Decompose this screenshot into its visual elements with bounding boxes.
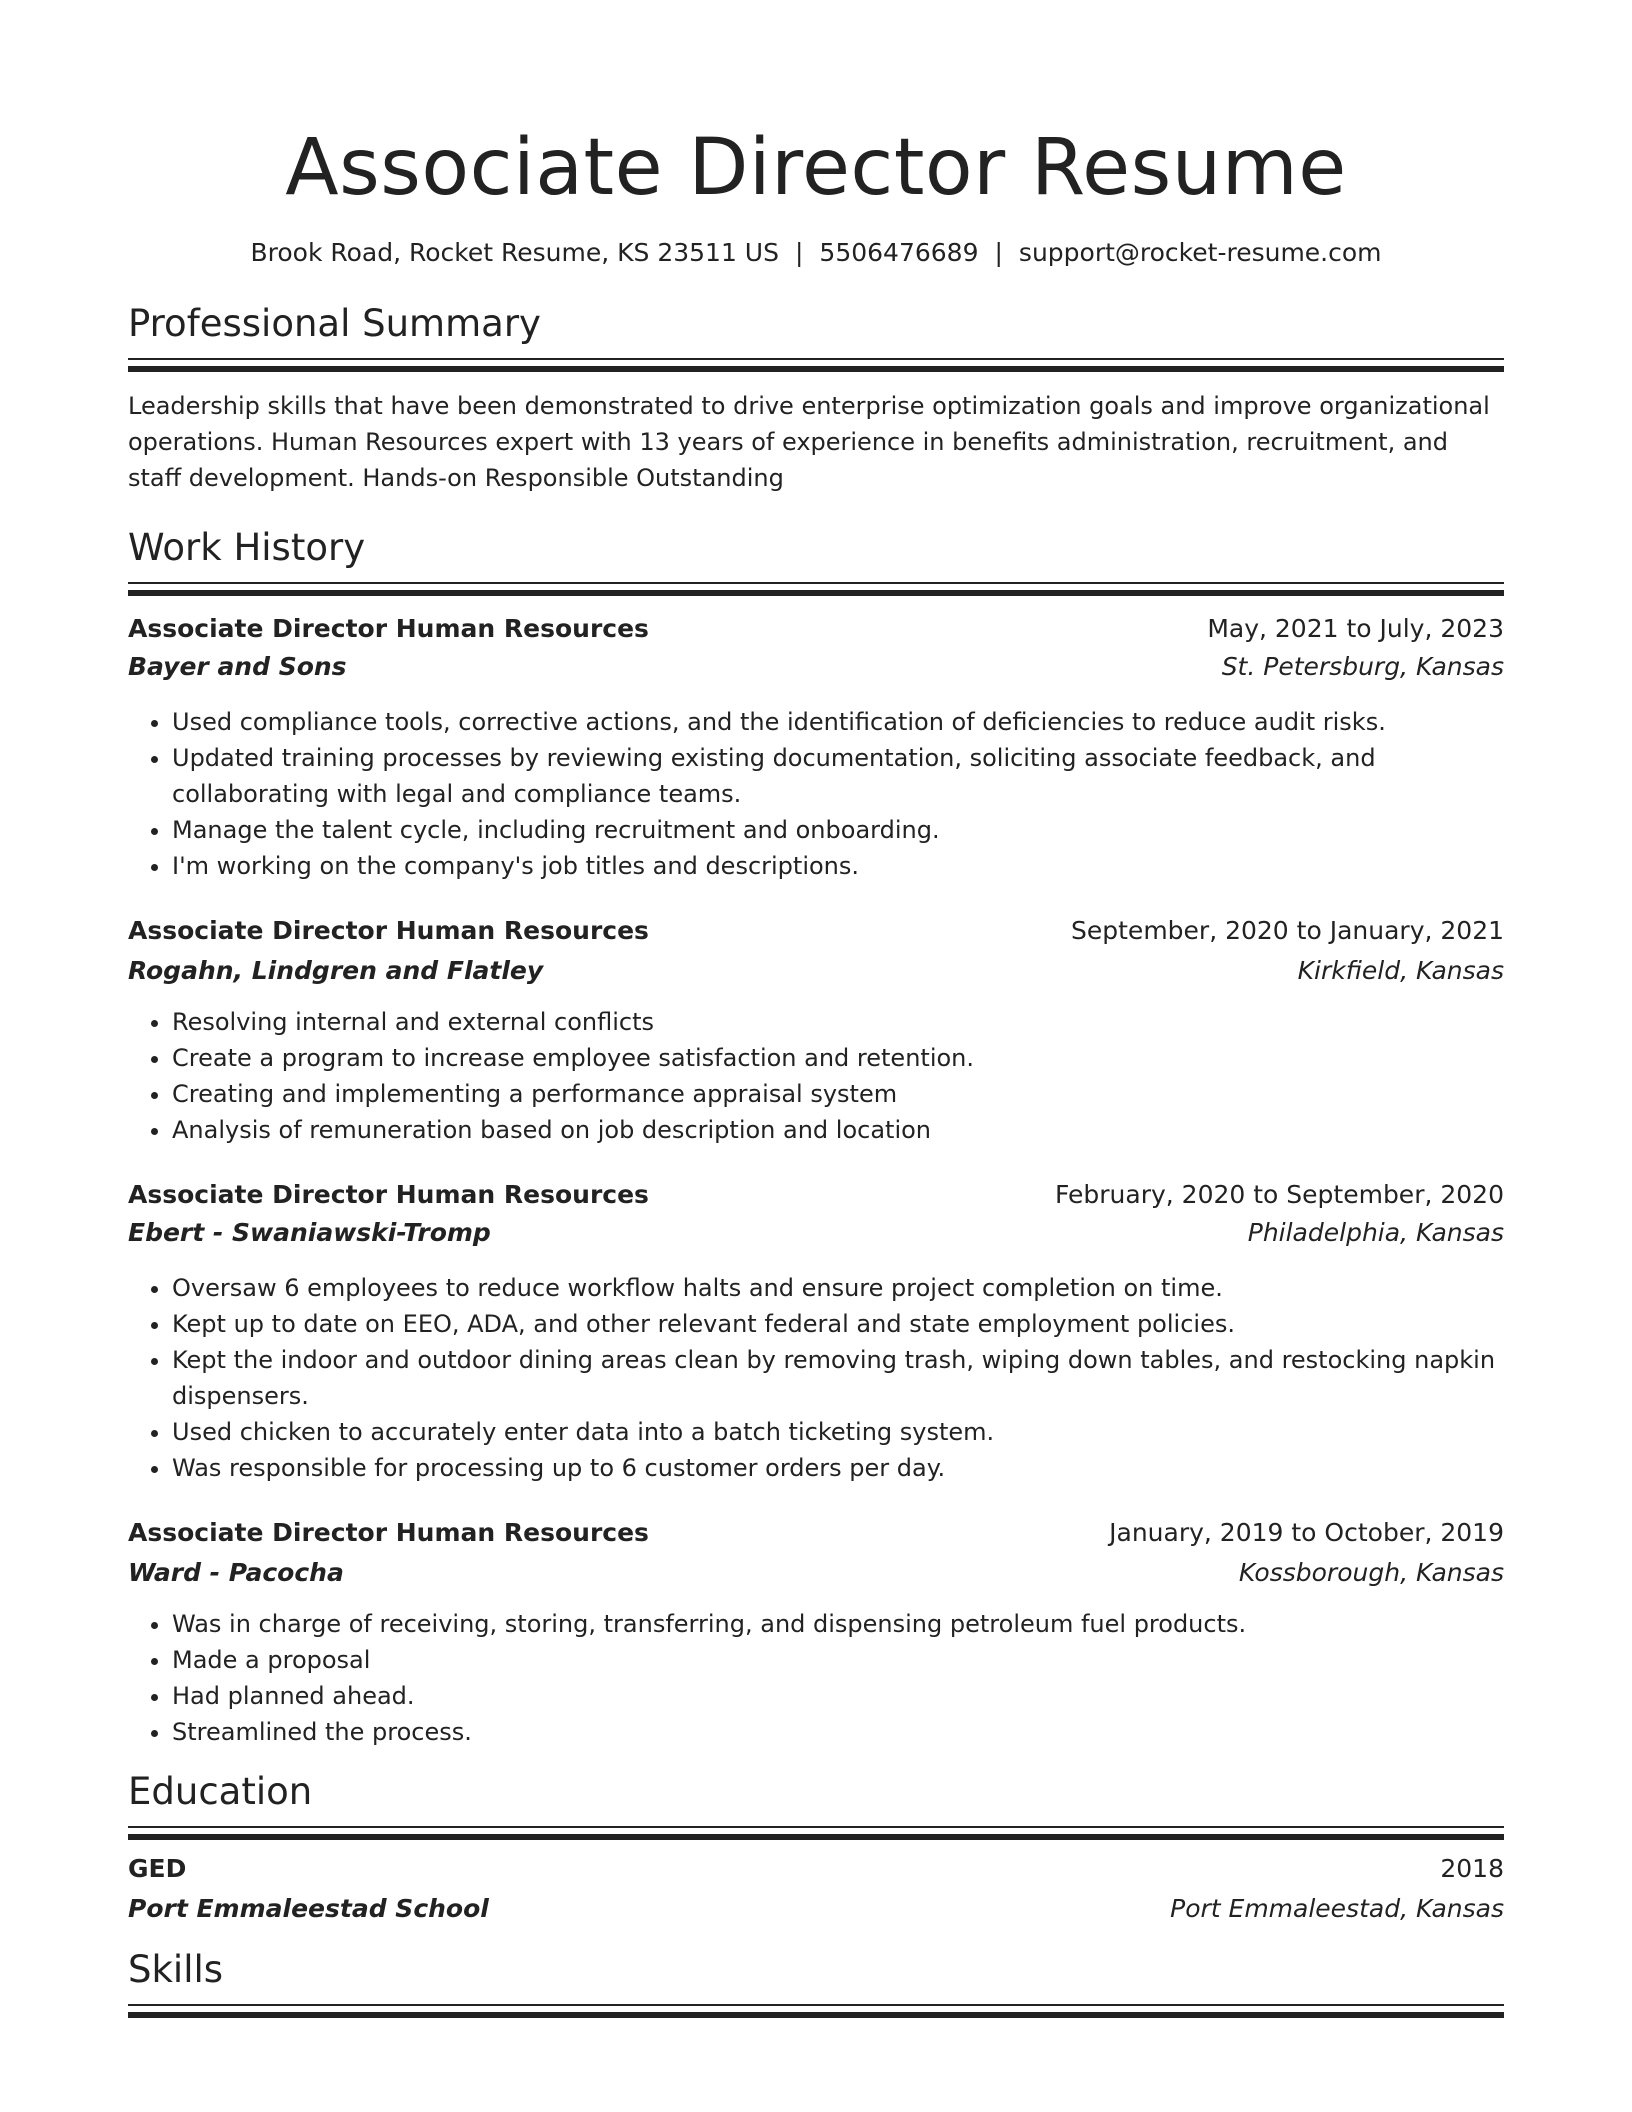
summary-text: Leadership skills that have been demonstrated to drive enterprise optimization goals and improve organizational operations. Human Resources expert with 13 years of experience in benefits administration, recruitment, and staff development. Hands-on Responsible Outstanding [128,392,1490,492]
education-header-row [128,1852,1504,1886]
job-entry [128,914,1504,1148]
resume-page [128,0,1504,2006]
contact-address: Brook Road, Rocket Resume, KS 23511 US [250,238,779,267]
section-divider [128,582,1504,584]
job-dates: September, 2020 to January, 2021 [1071,916,1504,945]
job-bullets [128,1270,1504,1486]
list-item: • Kept up to date on EEO, ADA, and other relevant federal and state employment policies. [172,1306,1504,1342]
education-school-row [128,1892,1504,1926]
job-entry [128,612,1504,884]
job-company-row [128,1216,1504,1250]
list-item: • Was responsible for processing up to 6 customer orders per day. [172,1450,1504,1486]
job-bullets [128,1606,1504,1750]
job-company: Bayer and Sons [128,652,347,681]
list-item: • Made a proposal [172,1642,1504,1678]
section-divider [128,1826,1504,1828]
job-title: Associate Director Human Resources [128,1518,649,1547]
list-item: • Manage the talent cycle, including recruitment and onboarding. [172,812,1504,848]
job-entry [128,1516,1504,1750]
education-degree: GED [128,1854,187,1883]
work-history-section [128,524,1504,1750]
list-item: • Was in charge of receiving, storing, transferring, and dispensing petroleum fuel products. [172,1606,1504,1642]
list-item: • Streamlined the process. [172,1714,1504,1750]
list-item: • Updated training processes by reviewing existing documentation, soliciting associate feedback, and collaborating with legal and compliance teams. [172,740,1504,812]
job-title: Associate Director Human Resources [128,614,649,643]
list-item: • Used compliance tools, corrective actions, and the identification of deficiencies to reduce audit risks. [172,704,1504,740]
education-school: Port Emmaleestad School [128,1894,489,1923]
section-heading-skills: Skills [128,1948,224,1991]
summary-section [128,300,1504,496]
list-item: • Kept the indoor and outdoor dining areas clean by removing trash, wiping down tables, and restocking napkin dispensers. [172,1342,1504,1414]
job-company: Ebert - Swaniawski-Tromp [128,1218,491,1247]
contact-email[interactable]: support@rocket-resume.com [1018,238,1382,267]
job-company-row [128,650,1504,684]
list-item: • Oversaw 6 employees to reduce workflow halts and ensure project completion on time. [172,1270,1504,1306]
contact-separator: | [794,238,804,267]
job-bullets [128,1004,1504,1148]
section-divider [128,2004,1504,2006]
job-location: Kossborough, Kansas [1238,1558,1504,1587]
job-dates: May, 2021 to July, 2023 [1207,614,1504,643]
list-item: • Resolving internal and external conflicts [172,1004,1504,1040]
skills-section [128,1946,1504,2006]
job-company: Ward - Pacocha [128,1558,344,1587]
job-header-row [128,914,1504,948]
contact-line [128,236,1504,270]
job-location: St. Petersburg, Kansas [1221,652,1504,681]
job-dates: January, 2019 to October, 2019 [1109,1518,1504,1547]
section-heading-work-history: Work History [128,526,366,569]
section-heading-summary: Professional Summary [128,302,541,345]
job-header-row [128,1516,1504,1550]
section-divider [128,358,1504,360]
job-dates: February, 2020 to September, 2020 [1055,1180,1504,1209]
list-item: • Analysis of remuneration based on job description and location [172,1112,1504,1148]
list-item: • Creating and implementing a performance appraisal system [172,1076,1504,1112]
section-heading-education: Education [128,1770,313,1813]
job-location: Philadelphia, Kansas [1247,1218,1504,1247]
contact-phone: 5506476689 [819,238,979,267]
job-title: Associate Director Human Resources [128,916,649,945]
job-header-row [128,612,1504,646]
job-bullets [128,704,1504,884]
education-year: 2018 [1440,1854,1504,1883]
job-header-row [128,1178,1504,1212]
job-location: Kirkfield, Kansas [1297,956,1504,985]
contact-separator: | [994,238,1003,267]
list-item: • Create a program to increase employee satisfaction and retention. [172,1040,1504,1076]
job-company: Rogahn, Lindgren and Flatley [128,956,544,985]
list-item: • Had planned ahead. [172,1678,1504,1714]
list-item: • Used chicken to accurately enter data into a batch ticketing system. [172,1414,1504,1450]
job-title: Associate Director Human Resources [128,1180,649,1209]
education-location: Port Emmaleestad, Kansas [1170,1894,1504,1923]
education-section [128,1768,1504,1926]
job-company-row [128,1556,1504,1590]
job-entry [128,1178,1504,1486]
job-company-row [128,954,1504,988]
list-item: • I'm working on the company's job titles and descriptions. [172,848,1504,884]
resume-title: Associate Director Resume [285,123,1347,213]
